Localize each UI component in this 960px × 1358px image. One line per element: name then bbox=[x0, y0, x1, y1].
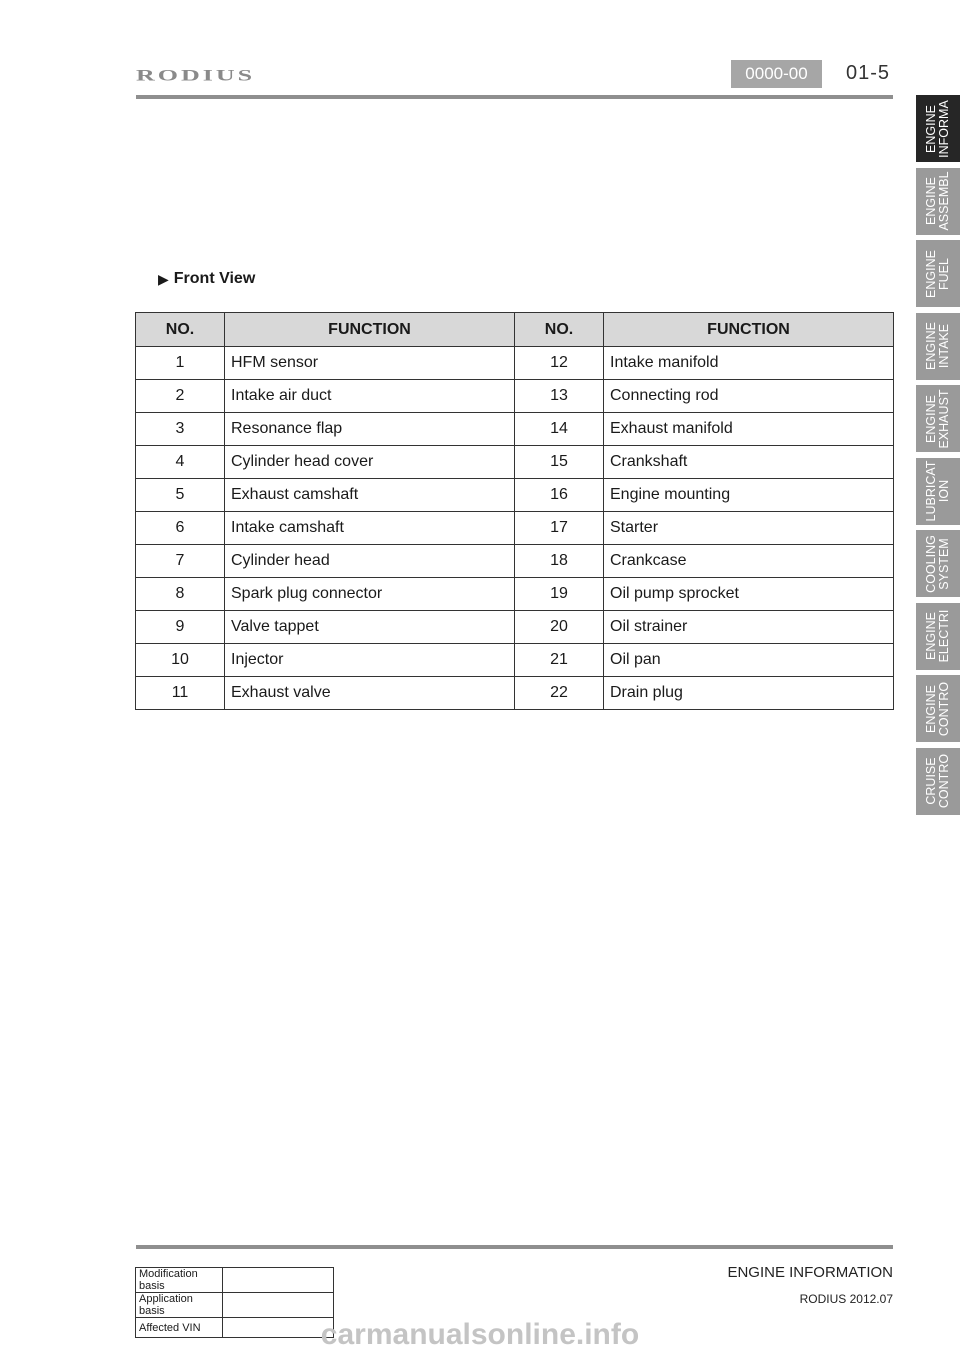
item-number: 12 bbox=[515, 347, 604, 380]
item-function: Exhaust manifold bbox=[604, 413, 894, 446]
item-function: Drain plug bbox=[604, 677, 894, 710]
footer-model-date: RODIUS 2012.07 bbox=[799, 1292, 893, 1306]
item-function: Injector bbox=[225, 644, 515, 677]
item-number: 15 bbox=[515, 446, 604, 479]
item-number: 16 bbox=[515, 479, 604, 512]
item-function: Exhaust camshaft bbox=[225, 479, 515, 512]
chapter-tab[interactable] bbox=[916, 313, 960, 380]
item-number: 22 bbox=[515, 677, 604, 710]
item-number: 14 bbox=[515, 413, 604, 446]
col-header-function: FUNCTION bbox=[604, 313, 894, 347]
chapter-tab-label: ENGINE INFORMA bbox=[924, 99, 951, 158]
item-function: Starter bbox=[604, 512, 894, 545]
chapter-tab-label: ENGINE ASSEMBL bbox=[924, 171, 951, 231]
chapter-tab-label: ENGINE INTAKE bbox=[924, 322, 951, 370]
item-function: Valve tappet bbox=[225, 611, 515, 644]
table-header-row bbox=[136, 313, 894, 347]
item-number: 17 bbox=[515, 512, 604, 545]
item-function: Connecting rod bbox=[604, 380, 894, 413]
item-function: Spark plug connector bbox=[225, 578, 515, 611]
section-title: Front View bbox=[173, 270, 256, 287]
item-number: 2 bbox=[136, 380, 225, 413]
table-row bbox=[136, 446, 894, 479]
table-row bbox=[136, 545, 894, 578]
item-function: Intake manifold bbox=[604, 347, 894, 380]
item-function: HFM sensor bbox=[225, 347, 515, 380]
chapter-tab-label: ENGINE CONTRO bbox=[924, 681, 951, 736]
item-number: 21 bbox=[515, 644, 604, 677]
chapter-tab[interactable] bbox=[916, 95, 960, 162]
table-row bbox=[136, 578, 894, 611]
item-function: Oil pan bbox=[604, 644, 894, 677]
chapter-tab[interactable] bbox=[916, 458, 960, 525]
chapter-tab-label: CRUISE CONTRO bbox=[924, 753, 951, 809]
page-number: 01-5 bbox=[846, 62, 891, 84]
chapter-tab[interactable] bbox=[916, 748, 960, 815]
chapter-tab-label: COOLING SYSTEM bbox=[924, 534, 951, 593]
table-row bbox=[136, 380, 894, 413]
item-number: 8 bbox=[136, 578, 225, 611]
table-row bbox=[136, 512, 894, 545]
table-row bbox=[136, 413, 894, 446]
item-number: 9 bbox=[136, 611, 225, 644]
item-number: 4 bbox=[136, 446, 225, 479]
rodius-logo: RODIUS bbox=[136, 66, 256, 84]
basis-row bbox=[136, 1268, 334, 1293]
basis-value bbox=[223, 1293, 334, 1318]
item-function: Intake camshaft bbox=[225, 512, 515, 545]
item-number: 7 bbox=[136, 545, 225, 578]
triangle-bullet-icon: ▶ bbox=[158, 270, 169, 287]
table-row bbox=[136, 347, 894, 380]
col-header-function: FUNCTION bbox=[225, 313, 515, 347]
component-function-table bbox=[135, 312, 894, 710]
chapter-tab-label: LUBRICAT ION bbox=[924, 460, 951, 522]
item-function: Oil strainer bbox=[604, 611, 894, 644]
table-row bbox=[136, 611, 894, 644]
header-divider bbox=[136, 95, 893, 99]
table-row bbox=[136, 677, 894, 710]
item-function: Crankcase bbox=[604, 545, 894, 578]
chapter-tab[interactable] bbox=[916, 240, 960, 307]
item-function: Oil pump sprocket bbox=[604, 578, 894, 611]
item-number: 20 bbox=[515, 611, 604, 644]
chapter-tab-label: ENGINE FUEL bbox=[924, 249, 951, 298]
item-number: 11 bbox=[136, 677, 225, 710]
item-number: 10 bbox=[136, 644, 225, 677]
item-number: 1 bbox=[136, 347, 225, 380]
footer-divider bbox=[136, 1245, 893, 1249]
chapter-tab[interactable] bbox=[916, 603, 960, 670]
item-function: Cylinder head cover bbox=[225, 446, 515, 479]
chapter-tab[interactable] bbox=[916, 675, 960, 742]
chapter-tab-label: ENGINE ELECTRI bbox=[924, 609, 951, 663]
chapter-tab[interactable] bbox=[916, 530, 960, 597]
item-number: 3 bbox=[136, 413, 225, 446]
col-header-no: NO. bbox=[515, 313, 604, 347]
item-number: 6 bbox=[136, 512, 225, 545]
item-function: Crankshaft bbox=[604, 446, 894, 479]
item-function: Resonance flap bbox=[225, 413, 515, 446]
basis-label: Modification basis bbox=[136, 1268, 223, 1293]
item-number: 18 bbox=[515, 545, 604, 578]
basis-label: Application basis bbox=[136, 1293, 223, 1318]
watermark: carmanualsonline.info bbox=[320, 1318, 640, 1351]
table-row bbox=[136, 644, 894, 677]
item-number: 13 bbox=[515, 380, 604, 413]
section-code-badge: 0000-00 bbox=[731, 60, 822, 88]
basis-row bbox=[136, 1293, 334, 1318]
basis-label: Affected VIN bbox=[136, 1318, 223, 1338]
chapter-tab-label: ENGINE EXHAUST bbox=[924, 388, 951, 449]
item-function: Engine mounting bbox=[604, 479, 894, 512]
item-number: 19 bbox=[515, 578, 604, 611]
chapter-tab[interactable] bbox=[916, 385, 960, 452]
item-function: Exhaust valve bbox=[225, 677, 515, 710]
basis-value bbox=[223, 1268, 334, 1293]
chapter-tab[interactable] bbox=[916, 168, 960, 235]
item-number: 5 bbox=[136, 479, 225, 512]
item-function: Intake air duct bbox=[225, 380, 515, 413]
item-function: Cylinder head bbox=[225, 545, 515, 578]
col-header-no: NO. bbox=[136, 313, 225, 347]
section-heading bbox=[158, 270, 255, 288]
table-row bbox=[136, 479, 894, 512]
footer-chapter-title: ENGINE INFORMATION bbox=[727, 1264, 893, 1281]
